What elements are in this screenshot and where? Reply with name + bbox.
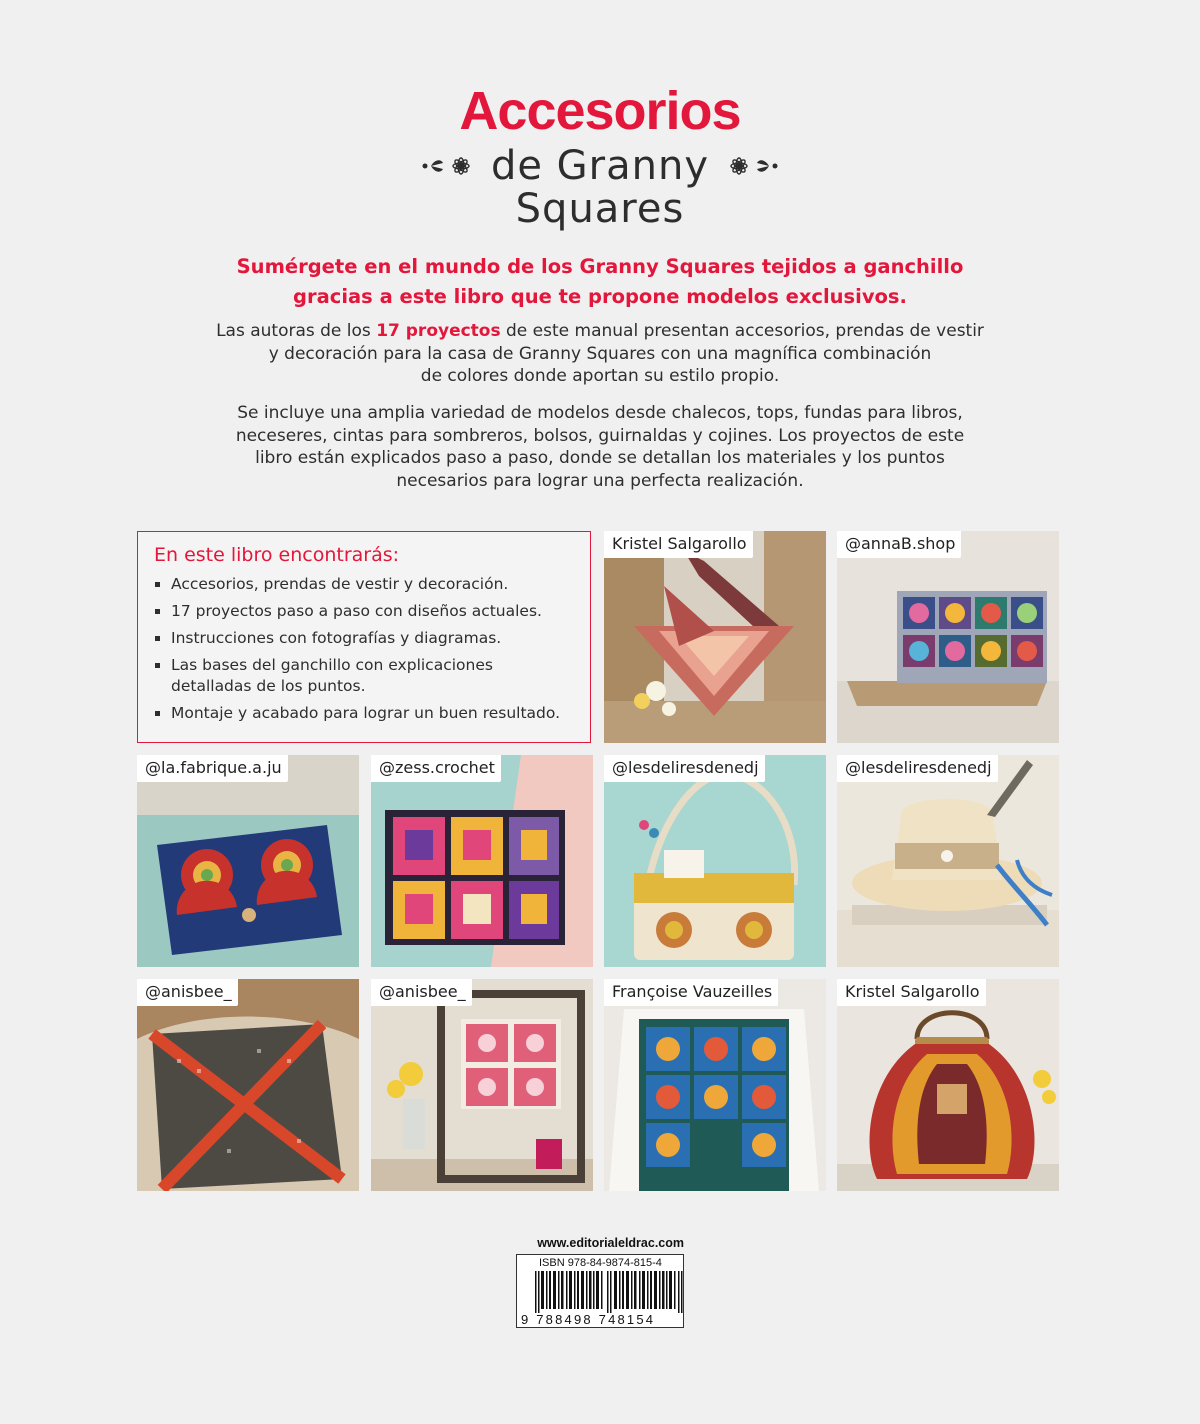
list-item: Accesorios, prendas de vestir y decoración. — [154, 574, 574, 595]
lead-line: Sumérgete en el mundo de los Granny Squares tejidos a ganchillo — [236, 255, 964, 278]
list-item: Montaje y acabado para lograr un buen resultado. — [154, 703, 574, 724]
barcode-bars — [535, 1271, 685, 1313]
subtitle-row — [0, 140, 1200, 192]
photo-credit: @zess.crochet — [371, 755, 501, 782]
paragraph-line — [150, 320, 1050, 343]
barcode-number: 9 788498 748154 — [521, 1312, 656, 1327]
photo-credit: @anisbee_ — [137, 979, 238, 1006]
list-item: Instrucciones con fotografías y diagramas. — [154, 628, 574, 649]
photo-credit: Kristel Salgarollo — [837, 979, 986, 1006]
project-photo-navy-wallet — [137, 755, 359, 967]
project-photo-hat-band — [837, 755, 1059, 967]
paragraph-text: de este manual presentan accesorios, prendas de vestir — [500, 321, 984, 341]
subtitle-line-2: Squares — [515, 186, 685, 232]
list-item: 17 proyectos paso a paso con diseños actuales. — [154, 601, 574, 622]
navy-wallet-image — [137, 755, 359, 967]
list-item: Las bases del ganchillo con explicaciones detalladas de los puntos. — [154, 655, 574, 697]
granny-zip-pouch-image — [371, 755, 593, 967]
publisher-website: www.editorialeldrac.com — [537, 1236, 684, 1250]
barcode — [516, 1254, 684, 1328]
highlight-projects: 17 proyectos — [376, 321, 501, 341]
book-title: Accesorios — [459, 81, 741, 141]
project-photo-frame-bag — [837, 979, 1059, 1191]
isbn-number: ISBN 978-84-9874-815-4 — [539, 1257, 662, 1269]
project-photo-cushion — [137, 979, 359, 1191]
project-photo-granny-zip-pouch — [371, 755, 593, 967]
paragraph-line: neceseres, cintas para sombreros, bolsos, guirnaldas y cojines. Los proyectos de este — [235, 425, 965, 446]
cushion-image — [137, 979, 359, 1191]
contents-box — [137, 531, 591, 743]
photo-credit: @lesdelires​denedj — [837, 755, 998, 782]
photo-credit: @lesdelires​denedj — [604, 755, 765, 782]
paragraph-line: Se incluye una amplia variedad de modelos desde chalecos, tops, fundas para libros, — [237, 403, 963, 423]
paragraph-line: libro están explicados paso a paso, donde se detallan los materiales y los puntos — [255, 448, 945, 468]
granny-pouch-image — [837, 531, 1059, 743]
description-paragraph-2 — [150, 402, 1050, 492]
contents-heading: En este libro encontrarás: — [154, 544, 400, 566]
photo-credit: Françoise Vauzeilles — [604, 979, 778, 1006]
photo-credit: Kristel Salgarollo — [604, 531, 753, 558]
paragraph-line: y decoración para la casa de Granny Squares con una magnífica combinación — [268, 343, 932, 364]
paragraph-line: necesarios para lograr una perfecta realización. — [396, 470, 804, 491]
right-flower-ornament-icon — [723, 153, 779, 179]
project-photo-framed-squares — [371, 979, 593, 1191]
photo-credit: @la.fabrique.a.ju — [137, 755, 288, 782]
project-photo-triangle-bag — [604, 531, 826, 743]
lead-line: gracias a este libro que te propone modelos exclusivos. — [293, 285, 907, 308]
lead-text — [0, 252, 1200, 312]
left-flower-ornament-icon — [421, 153, 477, 179]
photo-credit: @anisbee_ — [371, 979, 472, 1006]
contents-list — [154, 574, 574, 724]
paragraph-line: de colores donde aportan su estilo propio. — [420, 366, 780, 386]
project-photo-granny-top — [604, 979, 826, 1191]
frame-bag-image — [837, 979, 1059, 1191]
framed-squares-image — [371, 979, 593, 1191]
project-photo-granny-pouch — [837, 531, 1059, 743]
subtitle-line-1: de Granny — [490, 143, 710, 189]
project-photo-crossbody-bag — [604, 755, 826, 967]
description-paragraph-1 — [150, 320, 1050, 388]
crossbody-bag-image — [604, 755, 826, 967]
hat-band-image — [837, 755, 1059, 967]
triangle-bag-image — [604, 531, 826, 743]
granny-top-image — [604, 979, 826, 1191]
photo-credit: @annaB.shop — [837, 531, 961, 558]
paragraph-text: Las autoras de los — [216, 321, 377, 341]
